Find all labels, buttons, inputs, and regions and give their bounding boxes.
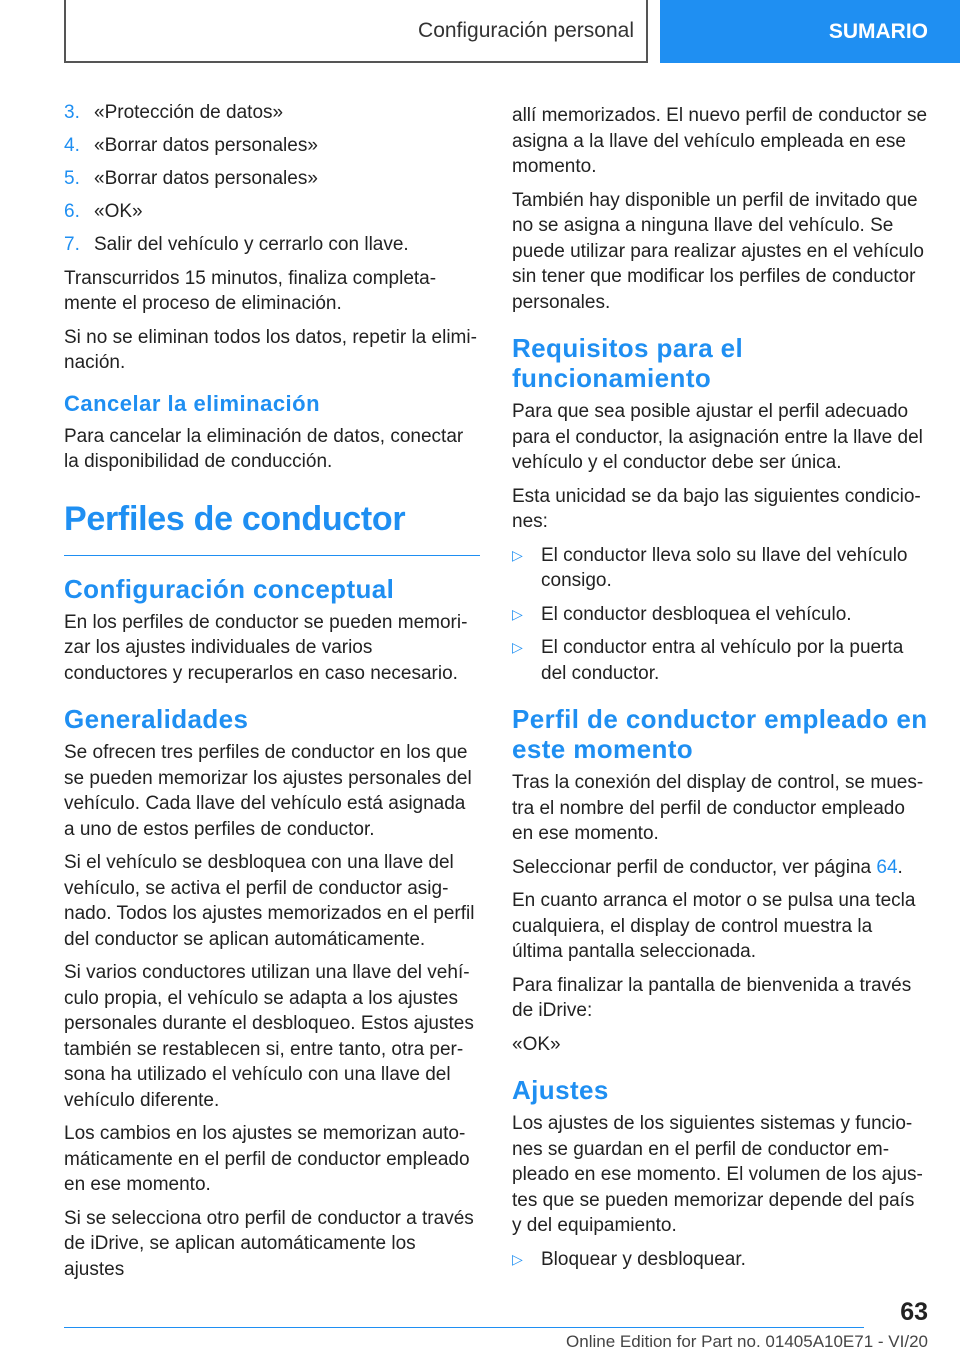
paragraph: allí memorizados. El nuevo perfil de conductor se asigna a la llave del vehículo empleada en ese momento. (512, 105, 928, 177)
triangle-bullet-icon: ▷ (512, 639, 523, 655)
paragraph: Si no se eliminan todos los datos, repetir la elimi‐nación. (64, 326, 477, 373)
triangle-bullet-icon: ▷ (512, 1250, 523, 1267)
paragraph: Se ofrecen tres perfiles de conductor en los que se pueden memorizar los ajustes personales del vehículo. Cada llave del vehículo está asignada a uno de estos perfiles de conductor. (64, 742, 472, 840)
list-item (64, 166, 480, 192)
paragraph: En los perfiles de conductor se pueden memori‐zar los ajustes individuales de varios conductores y recuperarlos en caso necesario. (64, 611, 468, 684)
bullet-text: El conductor desbloquea el vehículo. (541, 603, 852, 625)
paragraph: Para finalizar la pantalla de bienvenida a través de iDrive: (512, 974, 912, 1021)
steps-list (64, 100, 480, 258)
step-text: «OK» (94, 201, 143, 222)
requirements-list (512, 543, 928, 687)
paragraph: Esta unicidad se da bajo las siguientes condicio‐nes: (512, 485, 921, 532)
paragraph: También hay disponible un perfil de invitado que no se asigna a ninguna llave del vehículo. Se puede utilizar para realizar ajustes en el vehículo sin tener que modificar los perfiles de conductor personales. (512, 189, 924, 313)
step-text: «Borrar datos personales» (94, 168, 318, 189)
paragraph-text: Seleccionar perfil de conductor, ver página (512, 856, 877, 878)
list-item (64, 199, 480, 225)
paragraph: Los ajustes de los siguientes sistemas y funcio‐nes se guardan en el perfil de conductor em‐pleado en ese momento. El volumen de los ajus‐tes que se pueden memorizar depende del país y del equipamiento. (512, 1113, 923, 1236)
triangle-bullet-icon: ▷ (512, 605, 523, 622)
heading-general: Generalidades (64, 704, 249, 734)
page-header (0, 0, 960, 66)
paragraph: «OK» (512, 1033, 561, 1055)
heading-concept: Configuración conceptual (64, 573, 395, 604)
footer-divider (64, 1327, 864, 1328)
bullet-text: Bloquear y desbloquear. (541, 1248, 746, 1270)
heading-cancel: Cancelar la eliminación (64, 390, 321, 416)
heading-current-profile: Perfil de conductor empleado en este momento (512, 704, 928, 764)
list-item (512, 635, 928, 686)
step-number: 6. (64, 201, 80, 222)
step-number: 5. (64, 168, 80, 189)
section-header (64, 0, 648, 63)
right-column (512, 103, 928, 1280)
step-text: «Protección de datos» (94, 102, 284, 123)
list-item (64, 133, 480, 159)
paragraph: Si el vehículo se desbloquea con una llave del vehículo, se activa el perfil de conductor asig‐nado. Todos los ajustes memorizados en el perfil del conductor se aplican automáticamente. (64, 852, 475, 950)
section-title: Configuración personal (418, 18, 634, 42)
step-number: 7. (64, 234, 80, 255)
step-text: «Borrar datos personales» (94, 135, 318, 156)
step-number: 4. (64, 135, 80, 156)
paragraph: Para que sea posible ajustar el perfil adecuado para el conductor, la asignación entre la llave del vehículo y el conductor debe ser única. (512, 401, 923, 473)
chapter-title: Perfiles de conductor (64, 499, 480, 556)
step-text: Salir del vehículo y cerrarlo con llave. (94, 234, 409, 255)
heading-requirements: Requisitos para el funcionamiento (512, 333, 744, 393)
list-item (64, 232, 480, 258)
list-item (512, 1247, 928, 1273)
paragraph: Para cancelar la eliminación de datos, conectar la disponibilidad de conducción. (64, 425, 464, 472)
bullet-text: El conductor entra al vehículo por la puerta del conductor. (541, 637, 904, 684)
list-item (64, 100, 480, 126)
page-link[interactable]: 64 (876, 856, 898, 878)
page-number: 63 (900, 1298, 928, 1326)
paragraph: En cuanto arranca el motor o se pulsa una tecla cualquiera, el display de control muestra la última pantalla seleccionada. (512, 890, 916, 962)
paragraph: Si se selecciona otro perfil de conductor a través de iDrive, se aplican automáticamente los ajustes (64, 1207, 474, 1280)
paragraph: Si varios conductores utilizan una llave del vehí‐culo propia, el vehículo se adapta a los ajustes personales durante el desbloqueo. Estos ajustes también se restablecen si, entre tanto, otra per‐sona ha utilizado el vehículo con una llave del vehículo diferente. (64, 962, 474, 1111)
list-item (512, 543, 928, 594)
step-number: 3. (64, 102, 80, 123)
paragraph: Los cambios en los ajustes se memorizan auto‐máticamente en el perfil de conductor empleado en ese momento. (64, 1123, 470, 1195)
settings-list (512, 1247, 928, 1273)
footer-edition: Online Edition for Part no. 01405A10E71 - VI/20 (566, 1332, 928, 1351)
bullet-text: El conductor lleva solo su llave del vehículo consigo. (541, 544, 908, 591)
heading-settings: Ajustes (512, 1075, 609, 1105)
paragraph-text: . (897, 856, 903, 878)
paragraph: Tras la conexión del display de control, se mues‐tra el nombre del perfil de conductor empleado en ese momento. (512, 772, 924, 844)
list-item (512, 602, 928, 628)
triangle-bullet-icon: ▷ (512, 546, 523, 563)
paragraph: Transcurridos 15 minutos, finaliza completa‐mente el proceso de eliminación. (64, 267, 437, 314)
left-column (64, 100, 480, 1290)
sumario-tab[interactable]: SUMARIO (660, 0, 960, 63)
paragraph (512, 855, 928, 881)
